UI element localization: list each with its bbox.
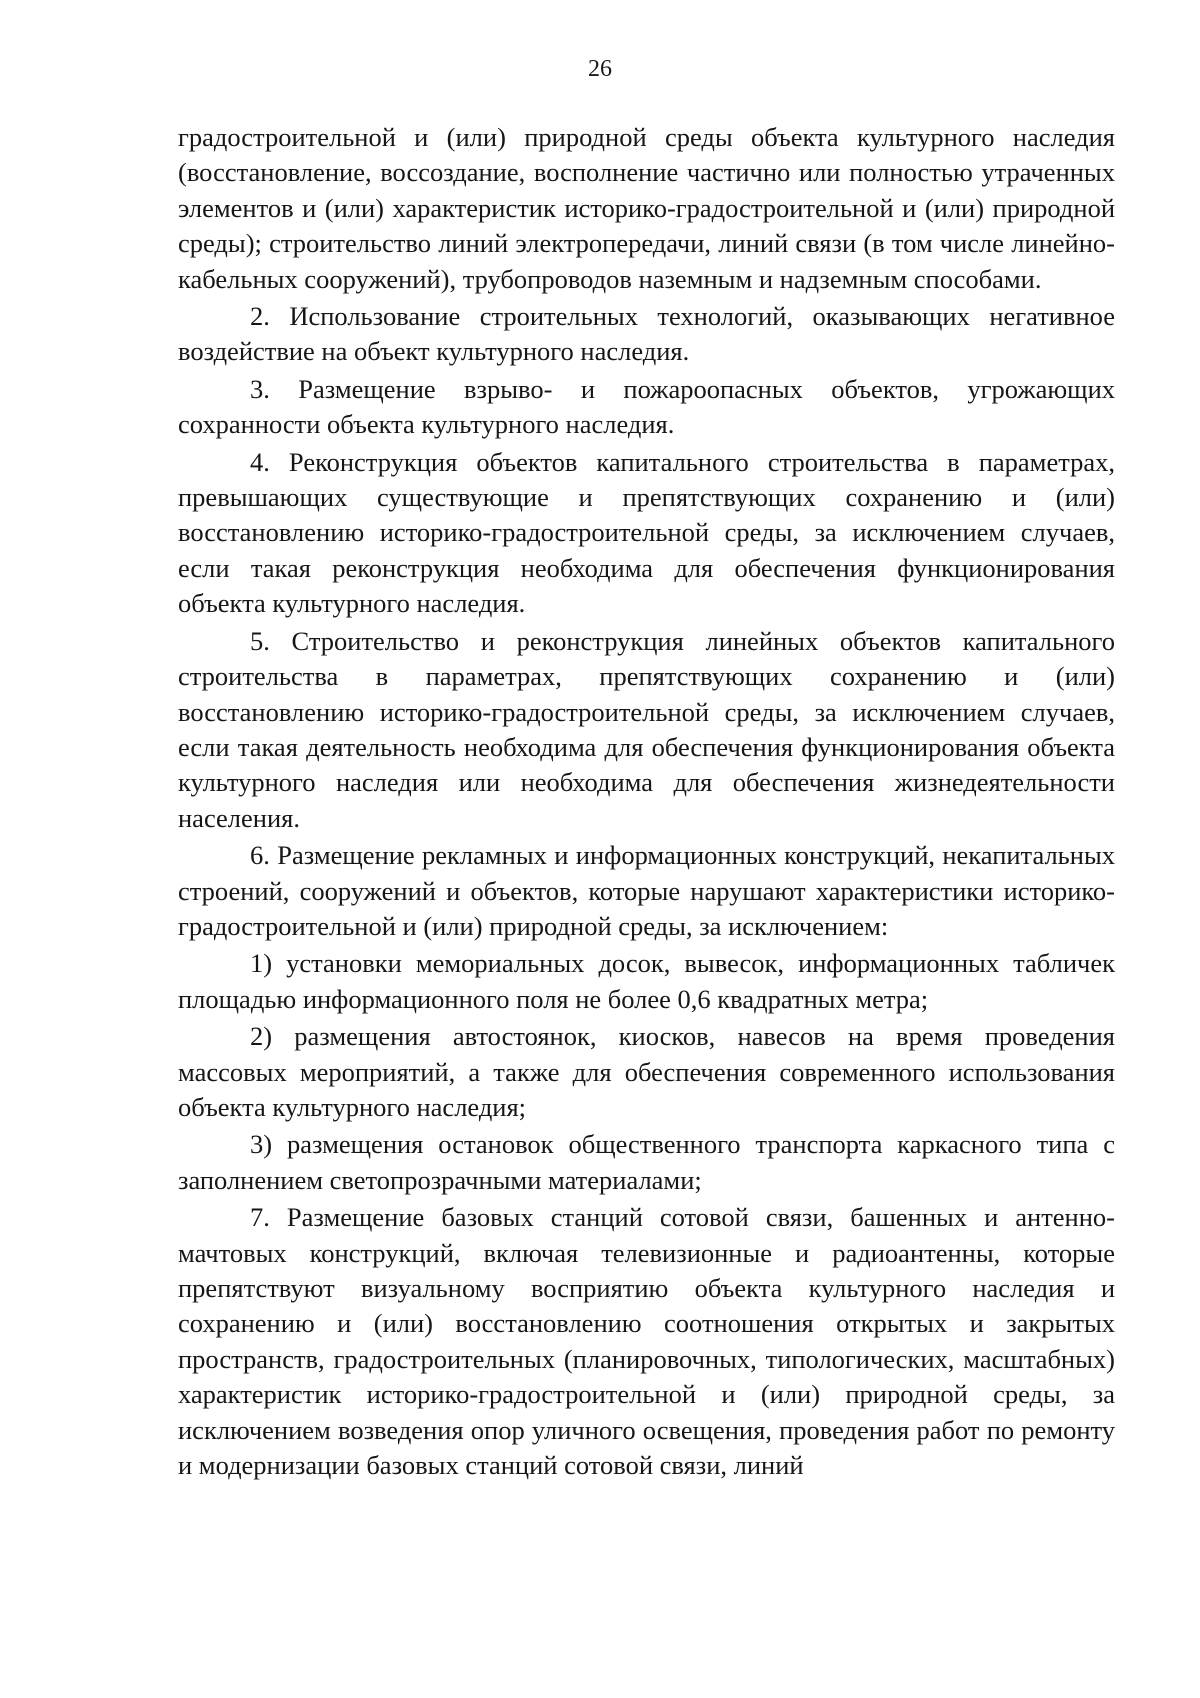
document-body xyxy=(178,120,1115,1483)
paragraph-item-3: 3. Размещение взрыво- и пожароопасных объектов, угрожающих сохранности объекта культурного наследия. xyxy=(178,373,1115,440)
paragraph-item-7: 7. Размещение базовых станций сотовой связи, башенных и антенно-мачтовых конструкций, включая телевизионные и радиоантенны, которые препятствуют визуальному восприятию объекта культурного наследия и сохранению и (или) восстановлению соотношения открытых и закрытых пространств, градостроительных (планировочных, типологических, масштабных) характеристик историко-градостроительной и (или) природной среды, за исключением возведения опор уличного освещения, проведения работ по ремонту и модернизации базовых станций сотовой связи, линий xyxy=(178,1202,1115,1481)
paragraph-item-5: 5. Строительство и реконструкция линейных объектов капитального строительства в параметрах, препятствующих сохранению и (или) восстановлению историко-градостроительной среды, за исключением случаев, если такая деятельность необходима для обеспечения функционирования объекта культурного наследия или необходима для обеспечения жизнедеятельности населения. xyxy=(178,625,1115,833)
page-number: 26 xyxy=(588,56,612,82)
paragraph-item-6-2: 2) размещения автостоянок, киосков, навесов на время проведения массовых мероприятий, а также для обеспечения современного использования объекта культурного наследия; xyxy=(178,1021,1115,1122)
paragraph-item-4: 4. Реконструкция объектов капитального строительства в параметрах, превышающих существующие и препятствующих сохранению и (или) восстановлению историко-градостроительной среды, за исключением случаев, если такая реконструкция необходима для обеспечения функционирования объекта культурного наследия. xyxy=(178,446,1115,619)
paragraph-continuation: градостроительной и (или) природной среды объекта культурного наследия (восстановление, воссоздание, восполнение частично или полностью утраченных элементов и (или) характеристик историко-градостроительной и (или) природной среды); строительство линий электропередачи, линий связи (в том числе линейно-кабельных сооружений), трубопроводов наземным и надземным способами. xyxy=(178,122,1115,294)
paragraph-item-6-1: 1) установки мемориальных досок, вывесок, информационных табличек площадью информационного поля не более 0,6 квадратных метра; xyxy=(178,948,1115,1014)
paragraph-item-2: 2. Использование строительных технологий, оказывающих негативное воздействие на объект культурного наследия. xyxy=(178,301,1115,367)
paragraph-item-6: 6. Размещение рекламных и информационных конструкций, некапитальных строений, сооружений и объектов, которые нарушают характеристики историко-градостроительной и (или) природной среды, за исключением: xyxy=(178,840,1115,941)
paragraph-item-6-3: 3) размещения остановок общественного транспорта каркасного типа с заполнением светопрозрачными материалами; xyxy=(178,1129,1115,1195)
